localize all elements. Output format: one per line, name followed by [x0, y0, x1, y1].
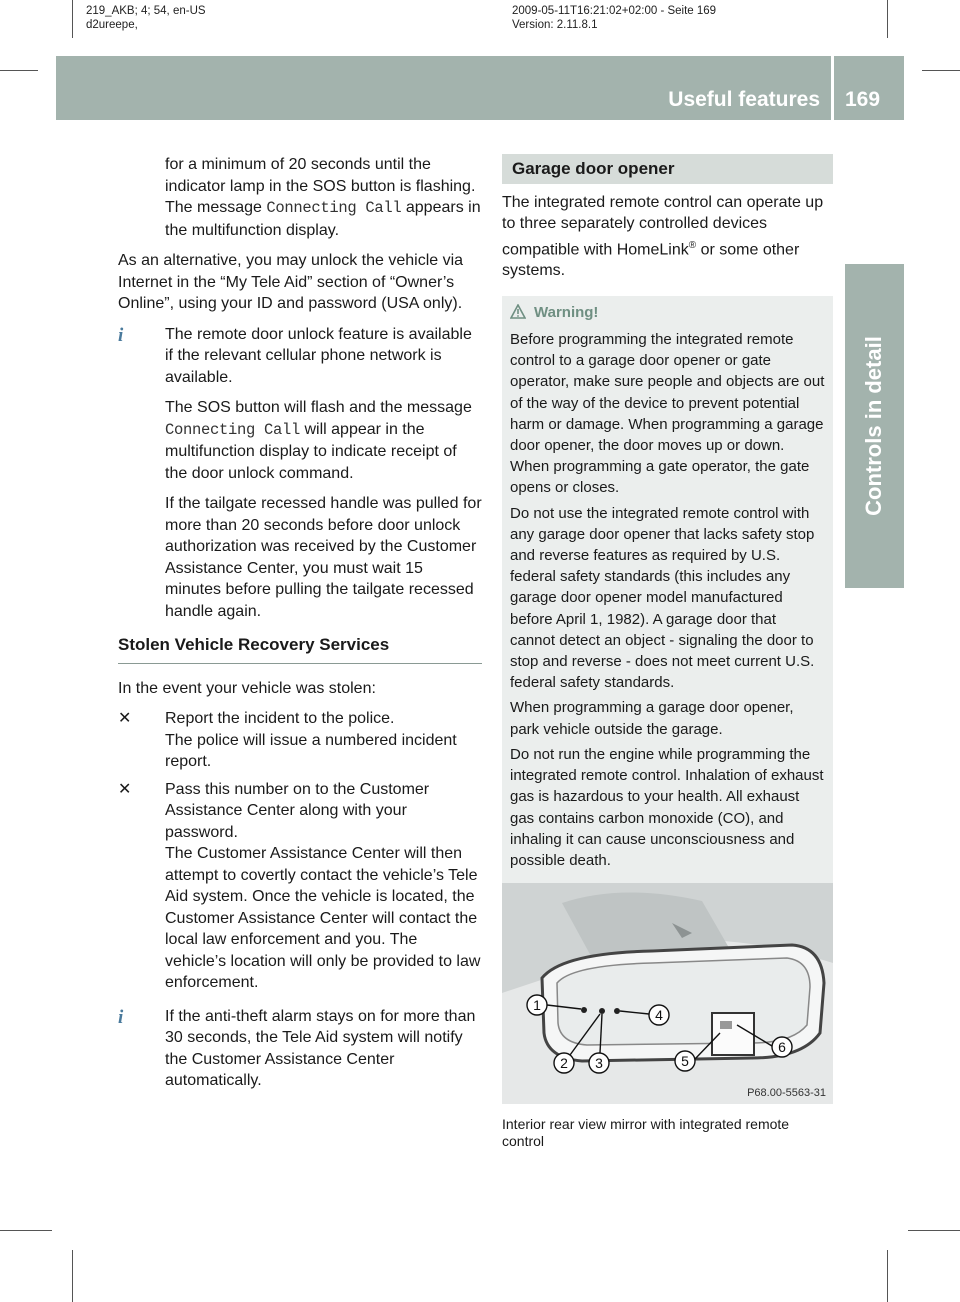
mirror-illustration	[502, 883, 833, 1104]
section-heading: Stolen Vehicle Recovery Services	[118, 634, 482, 664]
callout-2: 2	[560, 1055, 568, 1071]
info-icon: i	[118, 1006, 124, 1028]
paragraph	[147, 154, 482, 241]
text: The message	[165, 199, 267, 216]
text: appears in the multifunction display.	[165, 199, 481, 239]
page-number: 169	[845, 88, 881, 111]
mirror-figure	[502, 883, 833, 1104]
registered-mark: ®	[688, 239, 697, 251]
paragraph: In the event your vehicle was stolen:	[118, 679, 376, 697]
meta-line: 219_AKB; 4; 54, en-US	[86, 5, 206, 17]
text: The integrated remote control can operate up to three separately controlled devices compatible with HomeLink	[502, 193, 824, 258]
warning-box	[502, 296, 833, 883]
bullet-x-icon: ✕	[118, 710, 132, 727]
info-note	[118, 1006, 482, 1092]
warning-text: Do not run the engine while programming the integrated remote control. Inhalation of exhaust gas is hazardous to your health. All exhaust gas contains carbon monoxide (CO), and inhaling it can cause unconsciousness and possible death.	[510, 745, 824, 869]
step-result: The police will issue a numbered incident report.	[165, 731, 457, 770]
info-note	[118, 324, 482, 623]
bullet-x-icon: ✕	[118, 780, 132, 798]
text: will appear in the multifunction display to indicate receipt of the door unlock command.	[165, 420, 457, 482]
step-text: Pass this number on to the Customer Assistance Center along with your password.	[165, 780, 430, 841]
meta-line: 2009-05-11T16:21:02+02:00 - Seite 169	[512, 5, 717, 17]
meta-line: d2ureepe,	[86, 19, 138, 31]
warning-heading	[510, 302, 825, 325]
paragraph	[165, 397, 482, 484]
right-column	[502, 154, 833, 883]
warning-text: Before programming the integrated remote control to a garage door opener or gate operator, make sure people and objects are out of the way of the device to prevent potential harm or damage. When programming a garage door opener, the door moves up or down. When programming a gate operator, the gate opens or closes.	[510, 331, 825, 497]
meta-line: Version: 2.11.8.1	[512, 19, 598, 31]
page-title: Useful features	[668, 88, 820, 111]
paragraph: The remote door unlock feature is available if the relevant cellular phone network is available.	[165, 325, 472, 386]
print-meta-left	[86, 4, 206, 32]
callout-1: 1	[533, 997, 541, 1013]
print-meta-right	[512, 4, 716, 32]
crop-mark	[0, 70, 38, 71]
display-message: Connecting Call	[165, 420, 301, 439]
paragraph: If the tailgate recessed handle was pulled for more than 20 seconds before door unlock authorization was received by the Customer Assistance Center, you must wait 15 minutes before pulling the tailgate recessed handle again.	[165, 495, 482, 620]
crop-mark	[922, 70, 960, 71]
crop-mark	[887, 0, 888, 38]
warning-triangle-icon	[510, 304, 526, 325]
text: or some other systems.	[502, 240, 800, 280]
figure-code: P68.00-5563-31	[747, 1087, 826, 1099]
display-message: Connecting Call	[266, 199, 402, 217]
step-result: The Customer Assistance Center will then attempt to covertly contact the vehicle’s Tele Aid system. Once the vehicle is located, the Customer Assistance Center will contact the local law enforcement and you. The vehicle’s location will only be provided to law enforcement.	[165, 845, 481, 991]
info-icon: i	[118, 324, 124, 346]
crop-mark	[887, 1250, 888, 1302]
callout-3: 3	[595, 1055, 603, 1071]
left-column	[118, 154, 482, 1101]
crop-mark	[72, 1250, 73, 1302]
step-text: Report the incident to the police.	[165, 710, 395, 727]
paragraph: As an alternative, you may unlock the vehicle via Internet in the “My Tele Aid” section of “Owner’s Online”, using your ID and password (USA only).	[118, 252, 464, 312]
figure-caption: Interior rear view mirror with integrated remote control	[502, 1116, 790, 1149]
warning-text: Do not use the integrated remote control with any garage door opener that lacks safety stop and reverse features as required by U.S. federal safety standards (this includes any garage door opener model manufactured before April 1, 1982). A garage door that cannot detect an object - signaling the door to stop and reverse - does not meet current U.S. federal safety standards.	[510, 504, 815, 692]
callout-6: 6	[778, 1039, 786, 1055]
header-separator	[831, 56, 834, 120]
section-heading: Garage door opener	[502, 154, 833, 184]
crop-mark	[72, 0, 73, 38]
paragraph: If the anti-theft alarm stays on for more than 30 seconds, the Tele Aid system will notify the Customer Assistance Center automatically.	[165, 1007, 476, 1089]
step-item	[118, 708, 482, 773]
step-item	[118, 779, 482, 994]
callout-5: 5	[681, 1053, 689, 1069]
warning-text: When programming a garage door opener, park vehicle outside the garage.	[510, 699, 794, 738]
paragraph	[502, 192, 833, 282]
text: The SOS button will flash and the message	[165, 399, 472, 416]
warning-title: Warning!	[534, 303, 599, 321]
text: for a minimum of 20 seconds until the indicator lamp in the SOS button is flashing.	[165, 156, 476, 195]
chapter-tab-label: Controls in detail	[861, 336, 886, 516]
crop-mark	[908, 1230, 960, 1231]
crop-mark	[0, 1230, 52, 1231]
callout-4: 4	[655, 1007, 663, 1023]
